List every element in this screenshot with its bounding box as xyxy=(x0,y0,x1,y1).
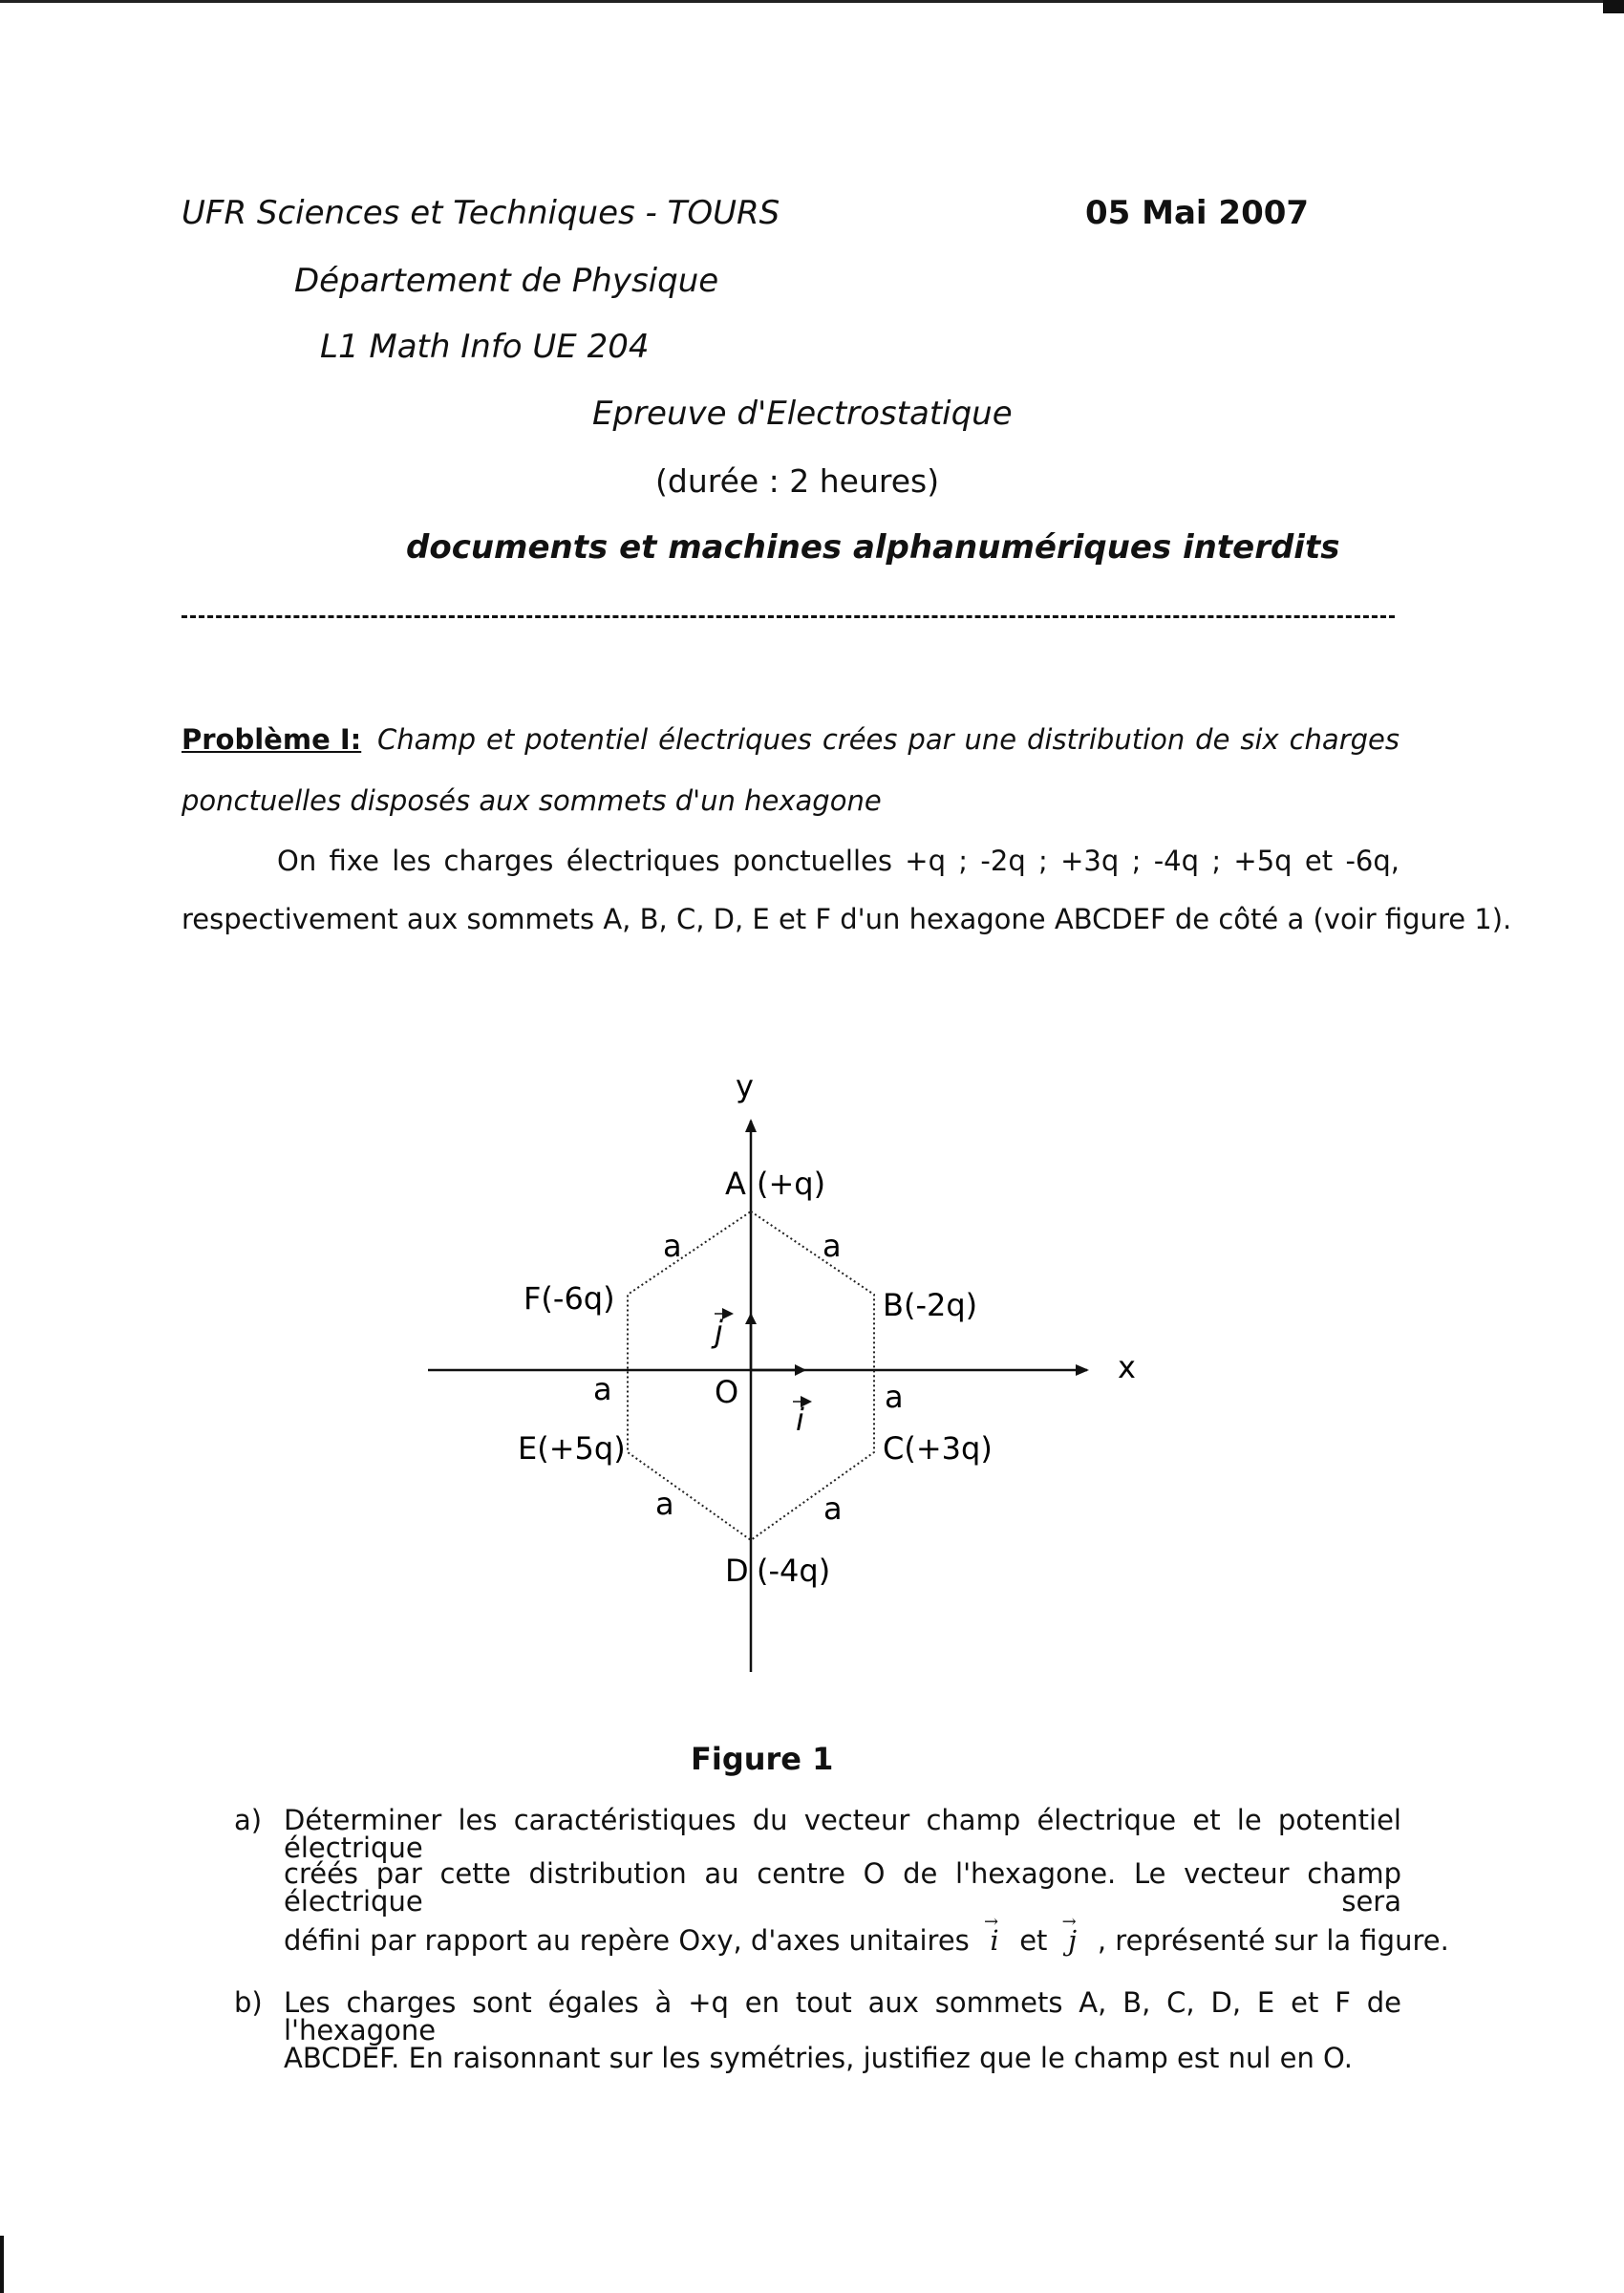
exam-title: Epreuve d'Electrostatique xyxy=(592,395,1013,433)
vertex-E-name: E xyxy=(518,1430,538,1467)
unit-vector-i-inline xyxy=(978,1912,1011,1957)
vertex-F-charge: (-6q) xyxy=(541,1280,615,1317)
unit-vector-j-inline-letter: j xyxy=(1068,1924,1078,1957)
unit-vector-j-inline xyxy=(1057,1912,1089,1957)
question-a-marker: a) xyxy=(234,1804,263,1836)
problem-title-line2: ponctuelles disposés aux sommets d'un hexagone xyxy=(182,784,882,817)
unit-vector-i-inline-letter: i xyxy=(990,1924,999,1957)
vertex-B-label xyxy=(883,1287,977,1323)
question-a-line2: créés par cette distribution au centre O de l'hexagone. Le vecteur champ électrique sera xyxy=(284,1857,1401,1918)
vector-arrow-icon: → xyxy=(984,1912,999,1932)
vector-arrow-icon: → xyxy=(1061,1912,1077,1932)
vertex-B-name: B xyxy=(883,1287,904,1323)
question-a-line3 xyxy=(284,1912,1449,1957)
institution: UFR Sciences et Techniques - TOURS xyxy=(182,194,780,232)
vertex-C-charge: (+3q) xyxy=(904,1430,993,1467)
problem-label-text: Problème I: xyxy=(182,723,362,756)
vertex-C-name: C xyxy=(883,1430,905,1467)
origin-label: O xyxy=(715,1374,739,1410)
figure-caption: Figure 1 xyxy=(691,1741,834,1777)
question-b-line2: ABCDEF. En raisonnant sur les symétries, justifiez que le champ est nul en O. xyxy=(284,2042,1353,2074)
question-b-line1: Les charges sont égales à +q en tout aux sommets A, B, C, D, E et F de l'hexagone xyxy=(284,1986,1401,2047)
unit-vector-i-label: i xyxy=(796,1402,804,1438)
vertex-E-charge: (+5q) xyxy=(537,1430,626,1467)
side-label-AB: a xyxy=(823,1228,842,1264)
problem-intro-line2: respectivement aux sommets A, B, C, D, E et F d'un hexagone ABCDEF de côté a (voir figure 1). xyxy=(182,903,1512,935)
exam-duration: (durée : 2 heures) xyxy=(655,462,940,500)
question-a-line3-start: défini par rapport au repère Oxy, d'axes unitaires xyxy=(284,1924,970,1957)
vertex-D-charge: (-4q) xyxy=(757,1553,831,1589)
side-label-DC: a xyxy=(823,1490,843,1527)
question-b-marker: b) xyxy=(234,1986,263,2019)
exam-rules: documents et machines alphanumériques interdits xyxy=(406,528,1340,567)
question-a-line3-and: et xyxy=(1019,1924,1048,1957)
side-label-FE: a xyxy=(593,1371,612,1407)
question-a-line3-end: , représenté sur la figure. xyxy=(1097,1924,1449,1957)
vertex-D-name: D xyxy=(725,1553,749,1589)
vertex-F-name: F xyxy=(524,1280,542,1317)
department: Département de Physique xyxy=(294,262,719,300)
exam-date: 05 Mai 2007 xyxy=(1085,194,1310,232)
side-label-ED: a xyxy=(655,1486,674,1522)
side-label-BC: a xyxy=(885,1379,904,1415)
x-axis-label: x xyxy=(1118,1349,1136,1385)
vertex-A-charge: (+q) xyxy=(757,1166,826,1202)
question-a-line1: Déterminer les caractéristiques du vecteur champ électrique et le potentiel électrique xyxy=(284,1804,1401,1864)
vertex-C-label xyxy=(883,1430,993,1467)
problem-intro-line1: On fixe les charges électriques ponctuelles +q ; -2q ; +3q ; -4q ; +5q et -6q, xyxy=(277,845,1400,877)
vertex-B-charge: (-2q) xyxy=(903,1287,978,1323)
vertex-A-name: A xyxy=(725,1166,746,1202)
vertex-F-label xyxy=(524,1280,615,1317)
unit-vector-j-label: j xyxy=(715,1314,723,1350)
problem-title-line1: Champ et potentiel électriques crées par une distribution de six charges xyxy=(377,723,1400,756)
y-axis-label: y xyxy=(736,1068,754,1104)
side-label-FA: a xyxy=(663,1228,682,1264)
course: L1 Math Info UE 204 xyxy=(320,328,650,366)
vertex-E-label xyxy=(518,1430,626,1467)
